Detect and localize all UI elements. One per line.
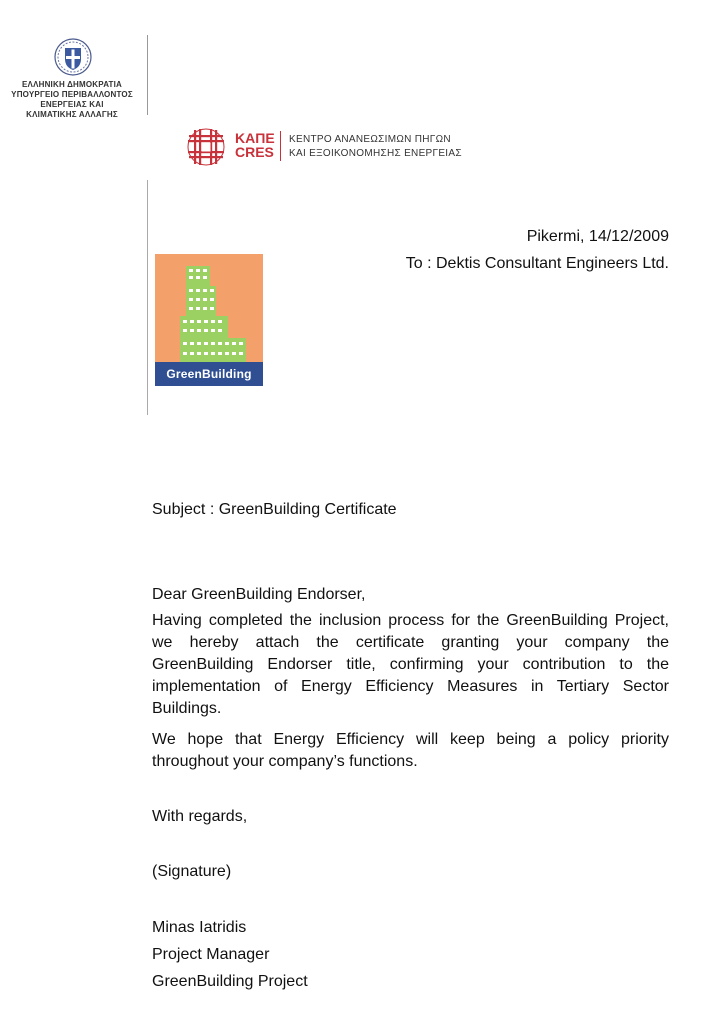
cres-name-line: ΚΕΝΤΡΟ ΑΝΑΝΕΩΣΙΜΩΝ ΠΗΓΩΝ (289, 134, 451, 145)
subject-line: Subject : GreenBuilding Certificate (152, 501, 397, 518)
cres-name-line: ΚΑΙ ΕΞΟΙΚΟΝΟΜΗΣΗΣ ΕΝΕΡΓΕΙΑΣ (289, 148, 462, 159)
ministry-line: ΕΝΕΡΓΕΙΑΣ ΚΑΙ (40, 100, 104, 109)
cres-divider (280, 131, 281, 161)
signatory-name: Minas Iatridis (152, 919, 247, 936)
building-icon (155, 254, 263, 362)
salutation: Dear GreenBuilding Endorser, (152, 586, 366, 603)
divider (147, 35, 148, 115)
place-date: Pikermi, 14/12/2009 (526, 228, 669, 245)
ministry-name (8, 80, 136, 120)
cres-full-name (289, 133, 462, 161)
body-paragraph: Having completed the inclusion process for the GreenBuilding Project, we hereby attach the certificate granting your company the GreenBuilding Endorser title, confirming your contribution to the implementation of Energy Efficiency Measures in Tertiary Sector Buildings. (152, 612, 669, 717)
greenbuilding-logo-text: GreenBuilding (166, 367, 252, 381)
cres-acronym (235, 131, 275, 159)
greenbuilding-logo (155, 254, 263, 386)
signatory-title: Project Manager (152, 946, 270, 963)
ministry-line: ΚΛΙΜΑΤΙΚΗΣ ΑΛΛΑΓΗΣ (26, 110, 118, 119)
signature-placeholder: (Signature) (152, 863, 232, 880)
closing: With regards, (152, 808, 248, 825)
cres-logo-icon (186, 127, 226, 167)
cres-acronym-en: CRES (235, 144, 274, 160)
greek-coat-of-arms-icon (54, 38, 92, 76)
body-paragraph: We hope that Energy Efficiency will keep being a policy priority throughout your company’s functions. (152, 731, 669, 770)
recipient: To : Dektis Consultant Engineers Ltd. (405, 255, 669, 272)
ministry-line: ΕΛΛΗΝΙΚΗ ΔΗΜΟΚΡΑΤΙΑ (22, 80, 122, 89)
ministry-line: ΥΠΟΥΡΓΕΙΟ ΠΕΡΙΒΑΛΛΟΝΤΟΣ (11, 90, 133, 99)
cres-acronym-gr: ΚΑΠΕ (235, 130, 275, 146)
divider (147, 180, 148, 415)
signatory-organization: GreenBuilding Project (152, 973, 308, 990)
